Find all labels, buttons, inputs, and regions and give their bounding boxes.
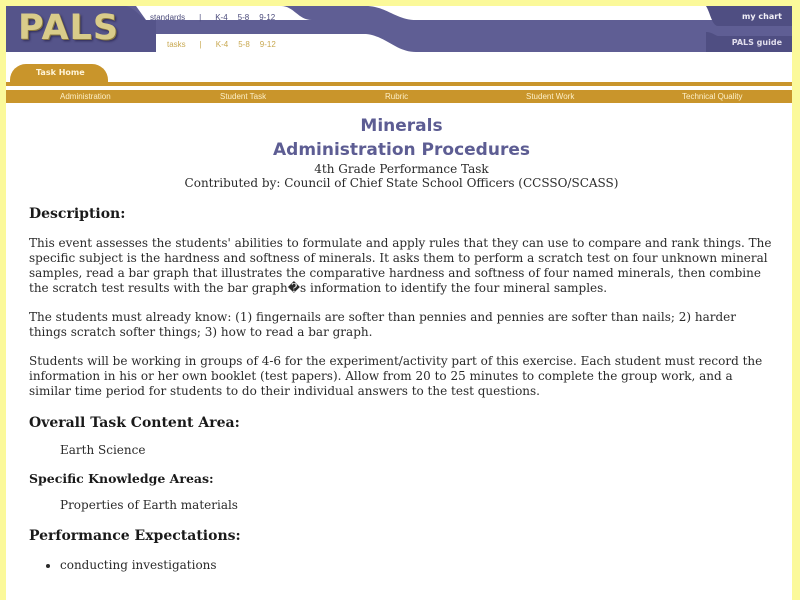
standards-5-8-link[interactable]: 5-8 — [237, 13, 250, 22]
description-paragraph-1: This event assesses the students' abilities to formulate and apply rules that they can use to compare and rank things. The specific subject is the hardness and softness of minerals. It asks them to perform a scratch test on four unknown mineral samples, read a bar graph that illustrates the comparative hardness and softness of four named minerals, then combine the scratch test results with the bar graph�s information to identify the four mineral samples. — [29, 236, 772, 295]
nav-rubric[interactable]: Rubric — [385, 92, 409, 101]
separator: | — [199, 13, 202, 22]
performance-expectations-heading: Performance Expectations: — [29, 528, 241, 544]
tab-task-home[interactable] — [10, 64, 108, 84]
main-content — [6, 114, 792, 572]
description-paragraph-2: The students must already know: (1) fingernails are softer than pennies and pennies are softer than nails; 2) harder things scratch softer things; 3) how to read a bar graph. — [29, 310, 737, 339]
pals-guide-link[interactable]: PALS guide — [731, 38, 782, 47]
tab-area — [6, 64, 792, 86]
section-navbar — [6, 90, 792, 103]
nav-administration[interactable]: Administration — [60, 92, 111, 101]
site-header — [6, 6, 792, 52]
page-subtitle: Administration Procedures — [273, 140, 530, 160]
tasks-link[interactable]: tasks — [167, 40, 186, 49]
tasks-5-8-link[interactable]: 5-8 — [238, 40, 250, 49]
description-paragraph-3: Students will be working in groups of 4-6 for the experiment/activity part of this exercise. Each student must record the information in his or her own booklet (test papers). Allow from 20 to 25 minutes to complete the group work, and a similar time period for students to do their individual answers to the test questions. — [29, 354, 763, 398]
separator: | — [199, 40, 202, 49]
page-frame — [6, 6, 792, 600]
tasks-k4-link[interactable]: K-4 — [215, 40, 229, 49]
nav-student-work[interactable]: Student Work — [526, 92, 575, 101]
nav-technical-quality[interactable]: Technical Quality — [682, 92, 743, 101]
contributed-line: Contributed by: Council of Chief State School Officers (CCSSO/SCASS) — [184, 176, 619, 190]
pals-logo[interactable]: PALS — [18, 8, 120, 48]
tasks-9-12-link[interactable]: 9-12 — [259, 40, 276, 49]
nav-student-task[interactable]: Student Task — [220, 92, 267, 101]
grade-line: 4th Grade Performance Task — [314, 162, 489, 176]
header-shape — [6, 6, 792, 52]
specific-knowledge-value: Properties of Earth materials — [60, 498, 238, 512]
standards-k4-link[interactable]: K-4 — [215, 13, 228, 22]
my-chart-link[interactable]: my chart — [742, 12, 782, 21]
list-item: • conducting investigations — [60, 558, 774, 572]
overall-content-value: Earth Science — [60, 443, 146, 457]
performance-expectations-list — [29, 558, 774, 572]
specific-knowledge-heading: Specific Knowledge Areas: — [29, 471, 214, 486]
page-title: Minerals — [360, 116, 443, 136]
tab-task-home-label: Task Home — [36, 68, 85, 77]
overall-content-heading: Overall Task Content Area: — [29, 415, 240, 431]
description-heading: Description: — [29, 206, 126, 222]
standards-nav — [150, 13, 285, 22]
tab-underline — [6, 82, 792, 86]
header-band — [6, 6, 792, 52]
tasks-nav — [167, 40, 286, 49]
standards-link[interactable]: standards — [150, 13, 186, 22]
standards-9-12-link[interactable]: 9-12 — [259, 13, 276, 22]
